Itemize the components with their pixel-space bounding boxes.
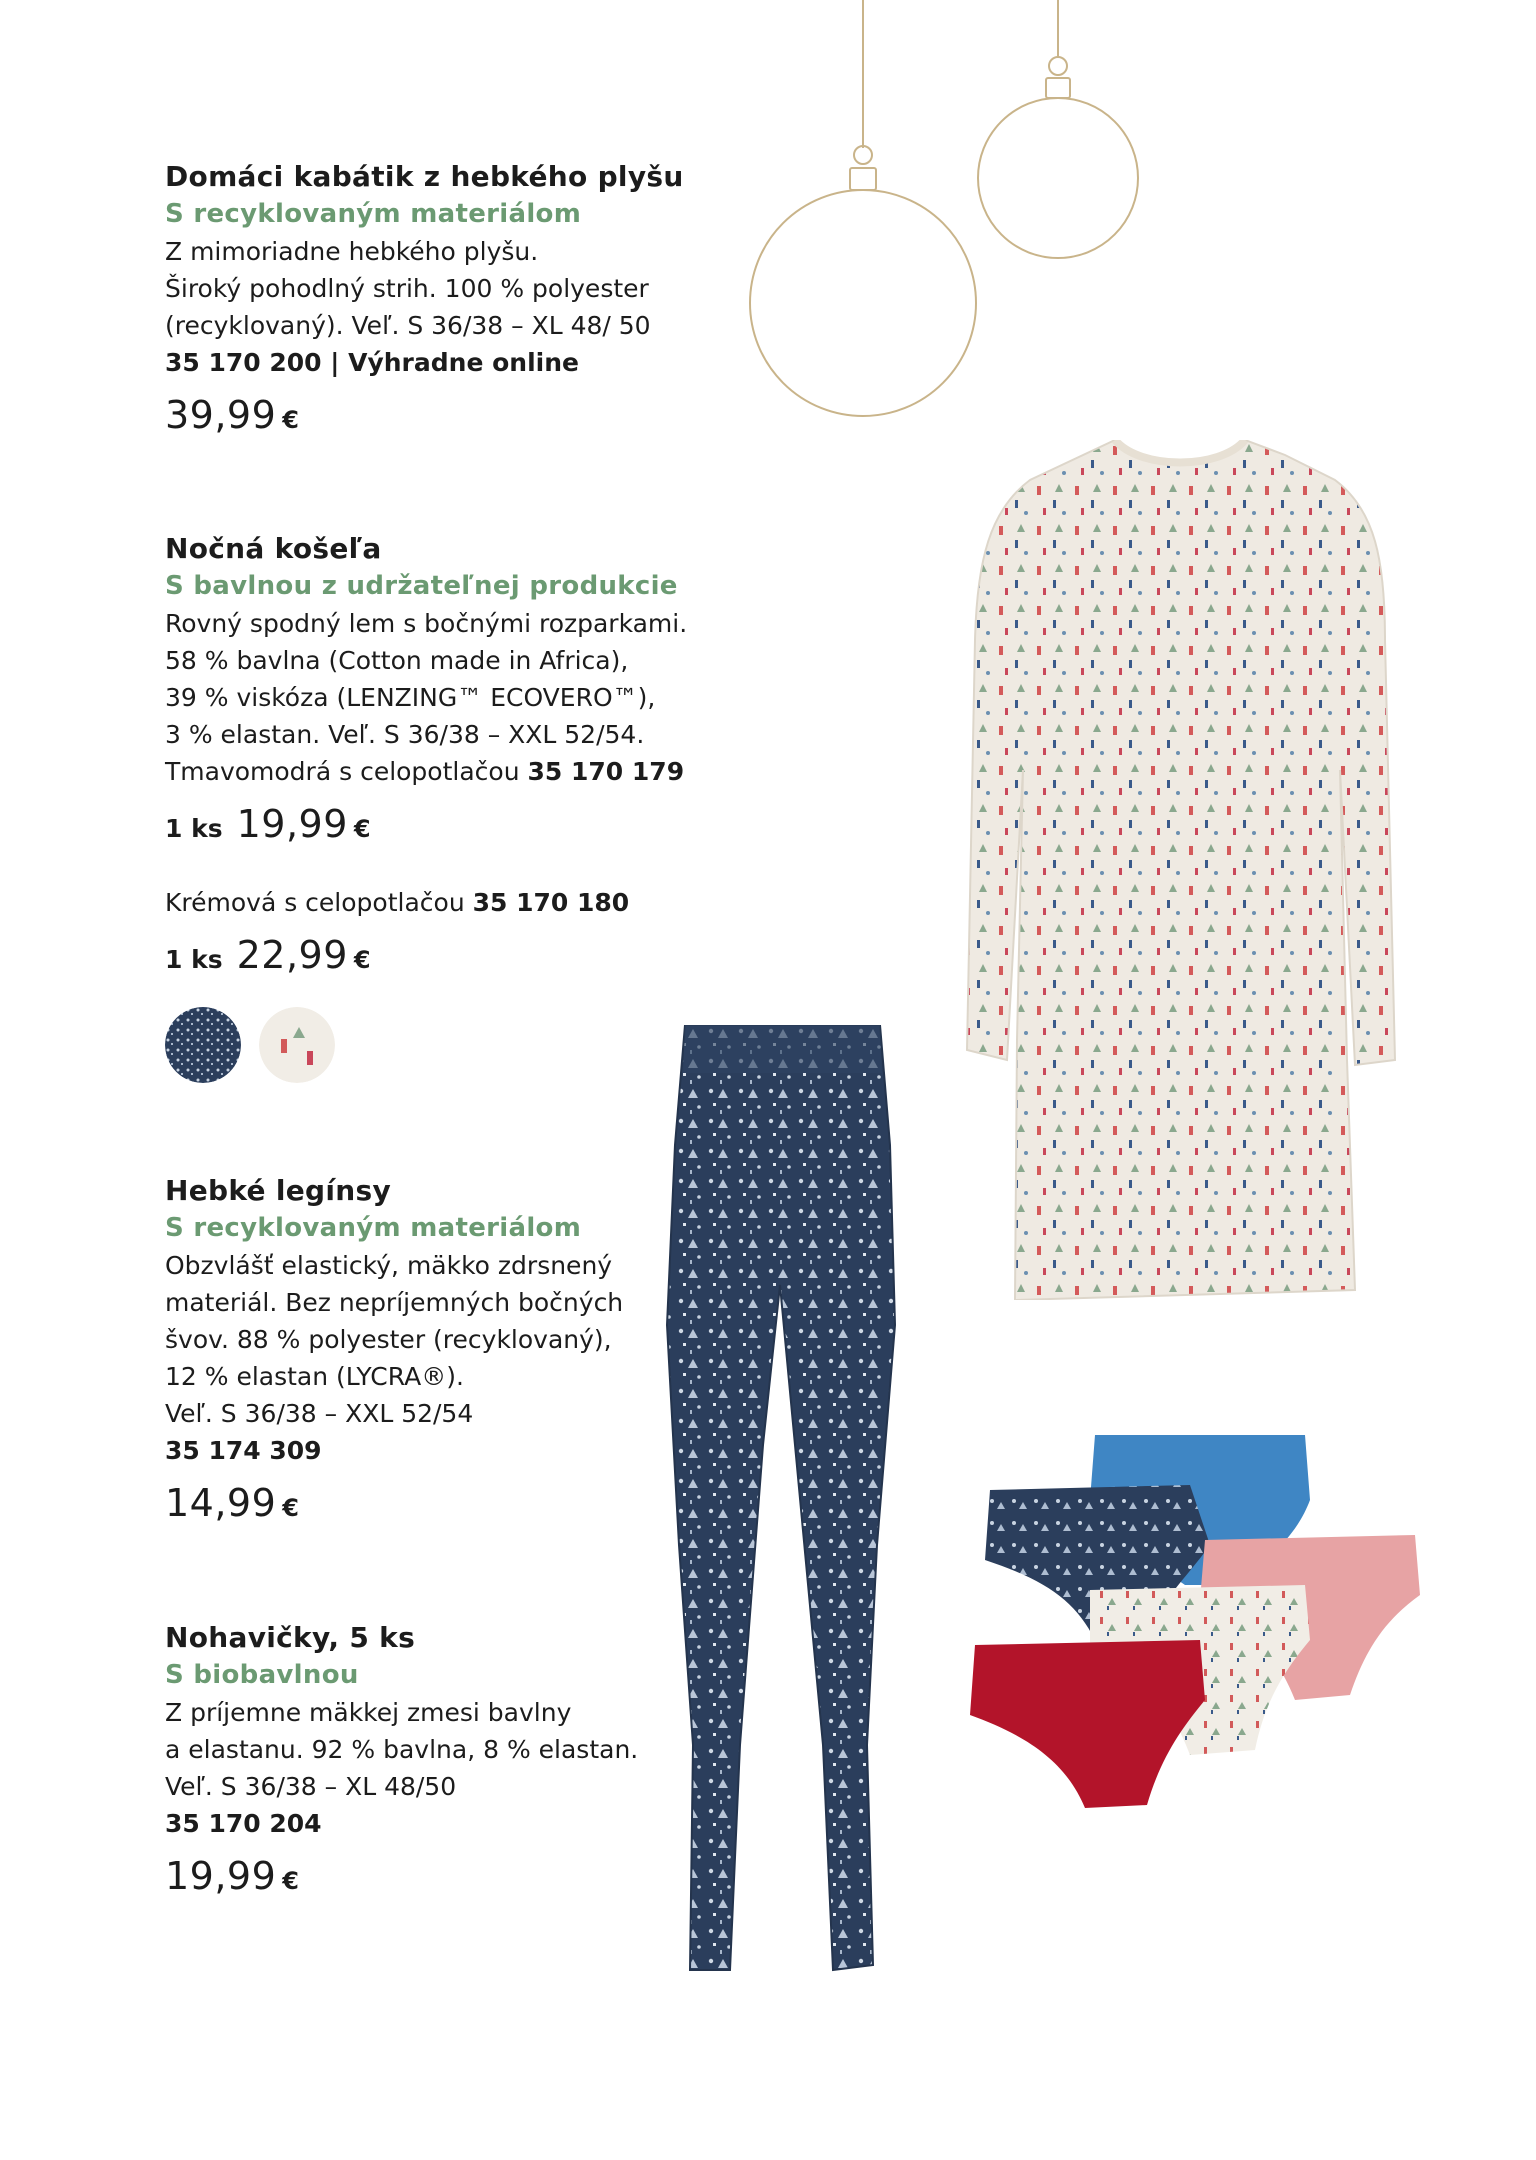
price-qty: 1 ks <box>165 945 223 974</box>
price-qty: 1 ks <box>165 814 223 843</box>
panty-red <box>970 1640 1205 1808</box>
price-currency: € <box>282 406 299 434</box>
ornament-bauble-right <box>978 98 1138 258</box>
variant-code: 35 170 180 <box>472 888 630 917</box>
product-subtitle: S recyklovaným materiálom <box>165 1213 582 1243</box>
product-price <box>165 1854 638 1898</box>
product-desc-line: 39 % viskóza (LENZING™ ECOVERO™), <box>165 683 656 712</box>
product-desc-line: materiál. Bez nepríjemných bočných <box>165 1288 624 1317</box>
price-amount: 14,99 <box>165 1481 277 1525</box>
product-leggings <box>165 1172 623 1525</box>
product-desc-line: švov. 88 % polyester (recyklovaný), <box>165 1325 612 1354</box>
swatch-navy[interactable] <box>165 1007 241 1083</box>
swatch-cream[interactable] <box>259 1007 335 1083</box>
product-price <box>165 1481 623 1525</box>
product-house-coat <box>165 158 684 437</box>
price-amount: 22,99 <box>236 933 348 977</box>
product-desc-line: a elastanu. 92 % bavlna, 8 % elastan. <box>165 1735 639 1764</box>
variant-label: Krémová s celopotlačou <box>165 888 465 917</box>
variant-navy-price <box>165 802 687 846</box>
product-desc-line: (recyklovaný). Veľ. S 36/38 – XL 48/ 50 <box>165 311 651 340</box>
price-currency: € <box>282 1867 299 1895</box>
christmas-ornaments <box>720 0 1160 430</box>
product-subtitle: S recyklovaným materiálom <box>165 199 582 229</box>
product-desc-line: Veľ. S 36/38 – XXL 52/54 <box>165 1399 474 1428</box>
nightgown-image <box>955 440 1435 1300</box>
product-desc-line: 3 % elastan. Veľ. S 36/38 – XXL 52/54. <box>165 720 645 749</box>
product-desc-line: Z mimoriadne hebkého plyšu. <box>165 237 539 266</box>
product-desc-line: Obzvlášť elastický, mäkko zdrsnený <box>165 1251 613 1280</box>
price-amount: 39,99 <box>165 393 277 437</box>
variant-navy <box>165 753 687 790</box>
price-amount: 19,99 <box>236 802 348 846</box>
color-swatches <box>165 1007 687 1083</box>
leggings-image <box>645 1025 915 1975</box>
price-amount: 19,99 <box>165 1854 277 1898</box>
price-currency: € <box>353 815 371 843</box>
product-subtitle: S biobavlnou <box>165 1660 359 1690</box>
price-currency: € <box>353 946 371 974</box>
product-subtitle: S bavlnou z udržateľnej produkcie <box>165 571 678 601</box>
variant-cream-price <box>165 933 687 977</box>
product-desc-line: Rovný spodný lem s bočnými rozparkami. <box>165 609 688 638</box>
product-code: 35 170 200 | Výhradne online <box>165 348 579 377</box>
product-code: 35 174 309 <box>165 1436 322 1465</box>
product-desc-line: Z príjemne mäkkej zmesi bavlny <box>165 1698 572 1727</box>
price-currency: € <box>282 1494 299 1522</box>
product-price <box>165 393 684 437</box>
product-desc-line: Široký pohodlný strih. 100 % polyester <box>165 274 649 303</box>
variant-cream <box>165 884 687 921</box>
panties-image <box>965 1430 1425 1810</box>
product-title: Nočná košeľa <box>165 532 382 565</box>
variant-label: Tmavomodrá s celopotlačou <box>165 757 520 786</box>
product-desc-line: 58 % bavlna (Cotton made in Africa), <box>165 646 629 675</box>
product-desc-line: Veľ. S 36/38 – XL 48/50 <box>165 1772 457 1801</box>
product-panties <box>165 1619 638 1898</box>
product-title: Nohavičky, 5 ks <box>165 1621 416 1654</box>
product-title: Hebké legínsy <box>165 1174 392 1207</box>
product-title: Domáci kabátik z hebkého plyšu <box>165 160 684 193</box>
product-desc-line: 12 % elastan (LYCRA®). <box>165 1362 464 1391</box>
product-code: 35 170 204 <box>165 1809 322 1838</box>
variant-code: 35 170 179 <box>527 757 685 786</box>
ornament-bauble-left <box>750 190 976 416</box>
product-nightgown <box>165 530 687 1083</box>
